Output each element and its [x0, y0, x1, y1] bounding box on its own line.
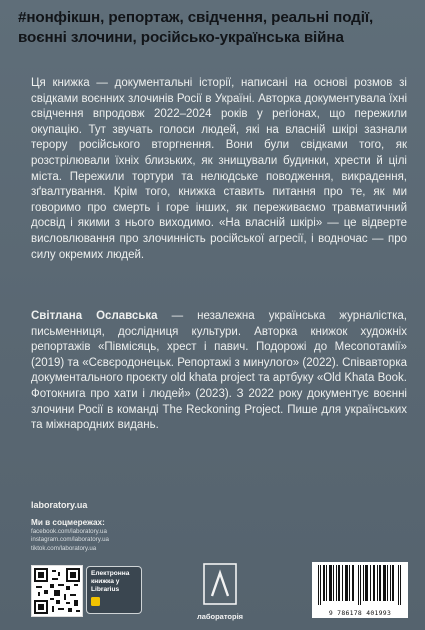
- social-link-tiktok[interactable]: tiktok.com/laboratory.ua: [31, 544, 97, 552]
- social-title: Ми в соцмережах:: [31, 518, 105, 527]
- ebook-badge[interactable]: [86, 566, 142, 614]
- isbn-barcode: [312, 562, 408, 618]
- publisher-logo: [190, 563, 250, 621]
- barcode-icon: [312, 562, 408, 608]
- author-paragraph: [31, 309, 407, 434]
- qr-code: [31, 565, 83, 617]
- author-name: Світлана Ославська: [31, 310, 158, 322]
- author-bio: — незалежна українська журналістка, письменниця, дослідниця культури. Авторка книжок художніх репортажів «Півмісяць, хрест і павич. Подорожі до Месопотамії» (2019) та «Сєвєродонецьк. Репортажі з минулого» (2022). Співавторка документального проєкту old khata project та артбуку «Old Khata Book. Фотокнига про хати і людей» (2023). З 2022 року документує воєнні злочини Росії в команді The Reckoning Project. Пише для українських та міжнародних видань.: [31, 310, 407, 432]
- lambda-logo-icon: [203, 563, 237, 605]
- hashtags-heading: #нонфікшн, репортаж, свідчення, реальні події, воєнні злочини, російсько-українська війна: [18, 9, 374, 46]
- isbn-number: 9 786178 401993: [328, 609, 392, 617]
- social-link-facebook[interactable]: facebook.com/laboratory.ua: [31, 528, 107, 535]
- librarius-icon: [91, 597, 100, 606]
- description-paragraph: Ця книжка — документальні історії, написані на основі розмов зі свідками воєнних злочинів Росії в Україні. Авторка документувала їхні свідчення впродовж 2022–2024 років у регіонах, що пережили окупацію. Тут звучать голоси людей, які на власній шкірі зазнали терору російського вторгнення. Вони були свідками того, як розстрілювали їхніх близьких, як знищували будинки, хрести й цілі міста. Пережили тортури та нелюдське поводження, викрадення, зґвалтування. Крім того, книжка ставить питання про те, як ми говоримо про смерть і горе інших, як переживаємо травматичний досвід і якими з нього виходимо. «На власній шкірі» — це відверте висловлювання про злочинність російської агресії, і водночас — про силу окремих людей.: [31, 77, 407, 261]
- publisher-website[interactable]: laboratory.ua: [31, 500, 88, 510]
- contacts-block: [31, 499, 231, 553]
- social-link-instagram[interactable]: instagram.com/laboratory.ua: [31, 536, 109, 544]
- ebook-label: Електронна книжка у Librarius: [91, 570, 130, 593]
- publisher-name: лабораторія: [196, 612, 244, 621]
